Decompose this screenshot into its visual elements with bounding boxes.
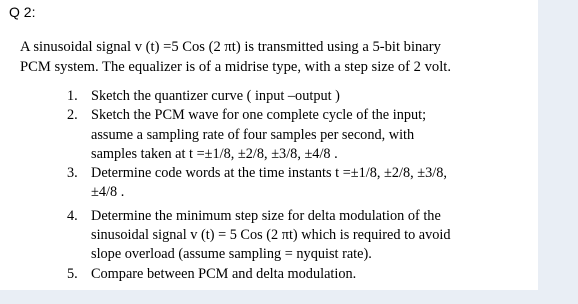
item-text: ±4/8 . <box>91 184 125 201</box>
item-number: 4. <box>67 207 78 224</box>
item-text: samples taken at t =±1/8, ±2/8, ±3/8, ±4/8 . <box>91 145 338 162</box>
item-number: 5. <box>67 265 78 282</box>
list-item <box>67 164 537 203</box>
item-text: Determine the minimum step size for delta modulation of the <box>91 207 441 224</box>
item-text: assume a sampling rate of four samples per second, with <box>91 126 415 143</box>
item-text: Determine code words at the time instants t =±1/8, ±2/8, ±3/8, <box>91 165 447 182</box>
list-item <box>67 87 537 106</box>
intro-line: PCM system. The equalizer is of a midrise type, with a step size of 2 volt. <box>20 59 451 75</box>
question-label: Q 2: <box>9 4 36 20</box>
bottom-margin-strip <box>0 290 578 304</box>
intro-paragraph <box>20 37 525 77</box>
item-number: 3. <box>67 165 78 182</box>
item-text: Compare between PCM and delta modulation. <box>91 265 357 282</box>
intro-line: A sinusoidal signal v (t) =5 Cos (2 πt) is transmitted using a 5-bit binary <box>20 39 441 55</box>
list-item <box>67 106 537 164</box>
item-text: sinusoidal signal v (t) = 5 Cos (2 πt) which is required to avoid <box>91 227 451 244</box>
list-item <box>67 207 537 265</box>
item-text: slope overload (assume sampling = nyquist rate). <box>91 246 372 263</box>
item-number: 2. <box>67 107 78 124</box>
item-text: Sketch the PCM wave for one complete cycle of the input; <box>91 107 427 124</box>
right-margin-strip <box>538 0 578 304</box>
list-item <box>67 265 537 284</box>
item-text: Sketch the quantizer curve ( input –output ) <box>91 88 340 104</box>
item-number: 1. <box>67 88 78 104</box>
question-list <box>67 87 537 284</box>
